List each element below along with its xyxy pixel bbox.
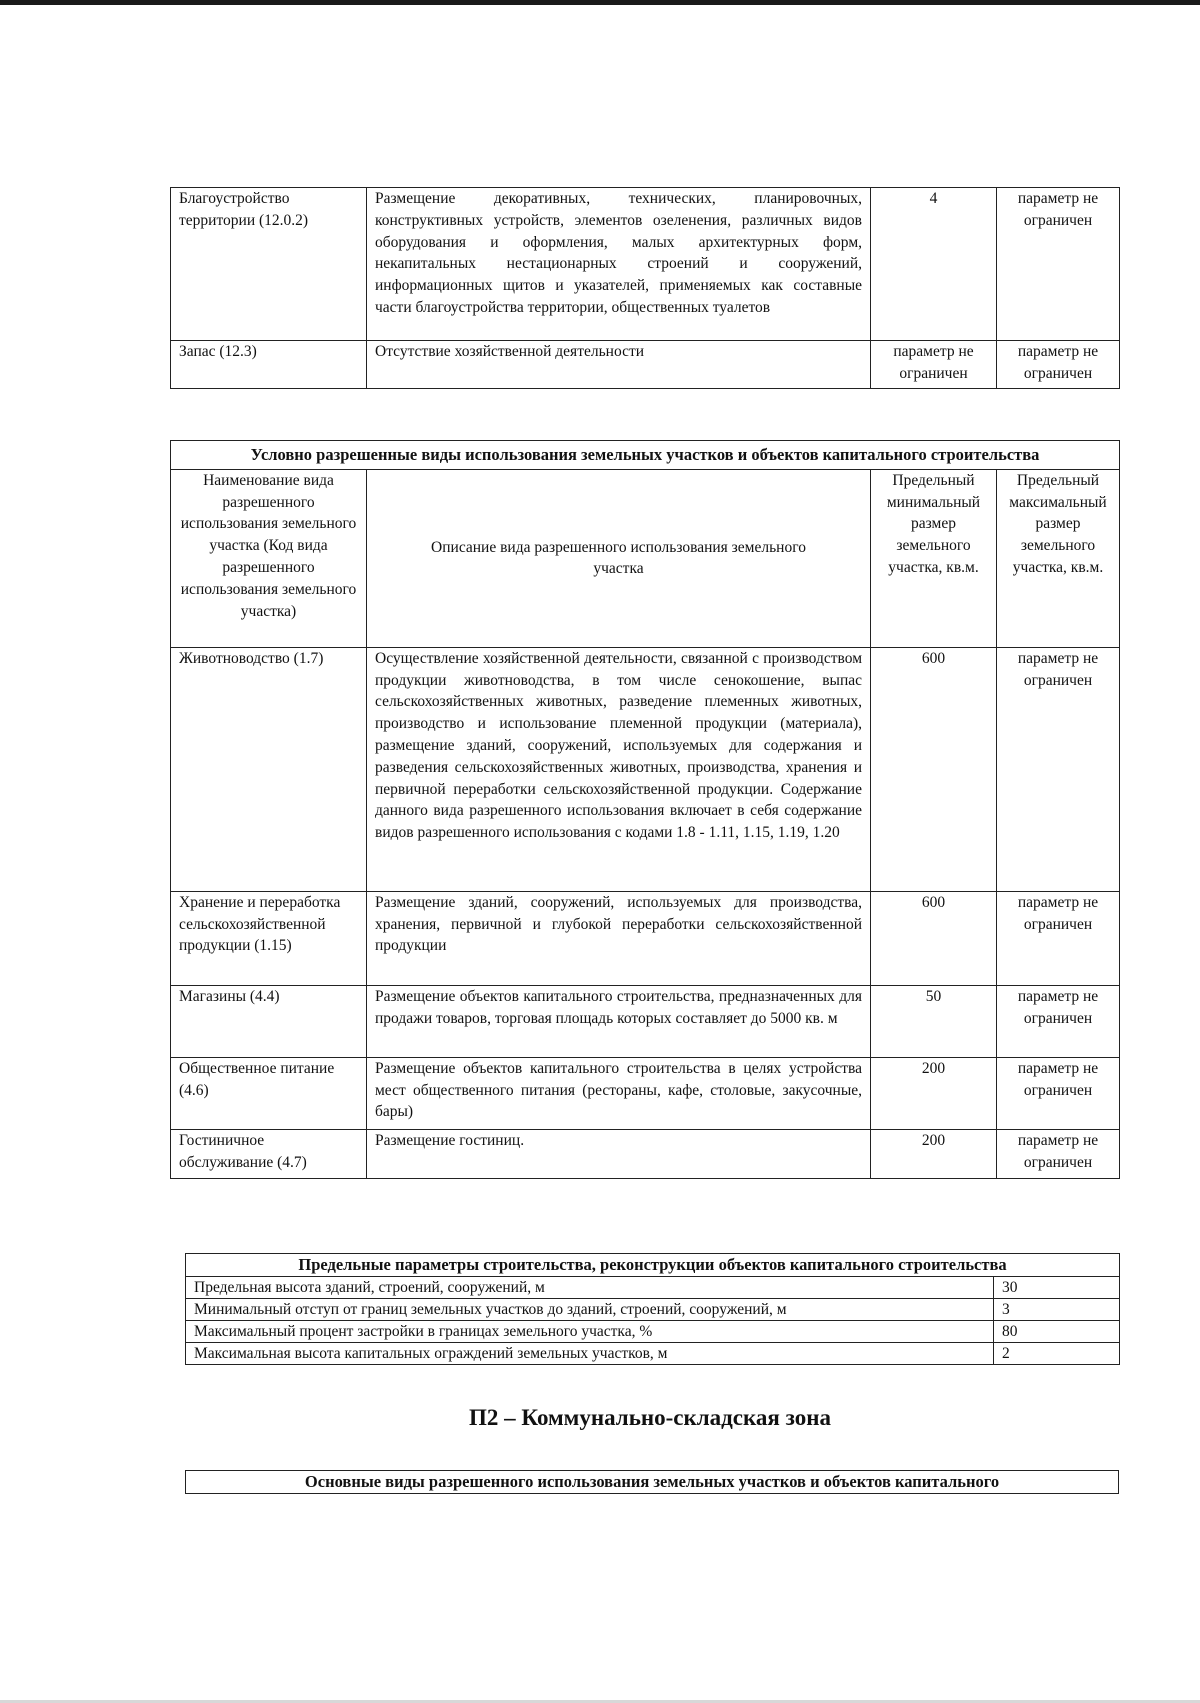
min-area: параметр не ограничен: [871, 341, 997, 389]
table-header-row: [171, 469, 1120, 647]
table-row: [171, 891, 1120, 985]
table-title: Условно разрешенные виды использования земельных участков и объектов капитального строительства: [171, 441, 1120, 470]
min-area: 4: [871, 188, 997, 341]
table-row: [171, 1129, 1120, 1178]
table-title: Предельные параметры строительства, реконструкции объектов капитального строительства: [186, 1254, 1120, 1277]
table-row: [186, 1343, 1120, 1365]
table-row: [186, 1321, 1120, 1343]
min-area: 600: [871, 891, 997, 985]
use-description: Размещение объектов капитального строительства, предназначенных для продажи товаров, торговая площадь которых составляет до 5000 кв. м: [367, 985, 871, 1057]
use-description: Размещение зданий, сооружений, используемых для производства, хранения, первичной и глубокой переработки сельскохозяйственной продукции: [367, 891, 871, 985]
max-area: параметр не ограничен: [997, 891, 1120, 985]
limit-value: 3: [994, 1299, 1120, 1321]
use-description: Осуществление хозяйственной деятельности, связанной с производством продукции животноводства, в том числе сенокошение, выпас сельскохозяйственных животных, разведение племенных животных, производство и использование племенной продукции (материала), размещение зданий, сооружений, используемых для содержания и разведения сельскохозяйственных животных, производства, хранения и первичной переработки сельскохозяйственной продукции. Содержание данного вида разрешенного использования включает в себя содержание видов разрешенного использования с кодами 1.8 - 1.11, 1.15, 1.19, 1.20: [367, 647, 871, 891]
table-row: [171, 188, 1120, 341]
table-row: [186, 1277, 1120, 1299]
max-area: параметр не ограничен: [997, 188, 1120, 341]
limit-label: Минимальный отступ от границ земельных участков до зданий, строений, сооружений, м: [186, 1299, 994, 1321]
use-name: Гостиничное обслуживание (4.7): [171, 1129, 367, 1178]
header-min-area: Предельный минимальный размер земельного участка, кв.м.: [871, 469, 997, 647]
limit-label: Максимальная высота капитальных ограждений земельных участков, м: [186, 1343, 994, 1365]
limit-value: 2: [994, 1343, 1120, 1365]
use-description: Размещение гостиниц.: [367, 1129, 871, 1178]
conditional-uses-table: [170, 440, 1120, 1179]
use-name: Общественное питание (4.6): [171, 1057, 367, 1129]
table-row: [171, 647, 1120, 891]
header-description: Описание вида разрешенного использования земельного участка: [367, 469, 871, 647]
min-area: 200: [871, 1129, 997, 1178]
limit-value: 80: [994, 1321, 1120, 1343]
table-title: Основные виды разрешенного использования земельных участков и объектов капитального: [186, 1471, 1119, 1494]
use-name: Магазины (4.4): [171, 985, 367, 1057]
limit-value: 30: [994, 1277, 1120, 1299]
construction-limits-table: [185, 1253, 1120, 1365]
table-title-row: [186, 1471, 1119, 1494]
min-area: 200: [871, 1057, 997, 1129]
table-row: [171, 341, 1120, 389]
max-area: параметр не ограничен: [997, 341, 1120, 389]
use-description: Размещение декоративных, технических, планировочных, конструктивных устройств, элементов озеленения, различных видов оборудования и оформления, малых архитектурных форм, некапитальных нестационарных строений и сооружений, информационных щитов и указателей, применяемых как составные части благоустройства территории, общественных туалетов: [367, 188, 871, 341]
use-description: Размещение объектов капитального строительства в целях устройства мест общественного питания (рестораны, кафе, столовые, закусочные, бары): [367, 1057, 871, 1129]
page-top-edge: [0, 0, 1200, 5]
use-description: Отсутствие хозяйственной деятельности: [367, 341, 871, 389]
max-area: параметр не ограничен: [997, 1129, 1120, 1178]
use-name: Хранение и переработка сельскохозяйственной продукции (1.15): [171, 891, 367, 985]
zone-heading: П2 – Коммунально-складская зона: [469, 1405, 831, 1430]
permitted-uses-table-tail: [170, 187, 1120, 389]
max-area: параметр не ограничен: [997, 985, 1120, 1057]
min-area: 50: [871, 985, 997, 1057]
max-area: параметр не ограничен: [997, 647, 1120, 891]
use-name: Животноводство (1.7): [171, 647, 367, 891]
table-title-row: [186, 1254, 1120, 1277]
header-max-area: Предельный максимальный размер земельного участка, кв.м.: [997, 469, 1120, 647]
use-name: Благоустройство территории (12.0.2): [171, 188, 367, 341]
header-name: Наименование вида разрешенного использования земельного участка (Код вида разрешенного использования земельного участка): [171, 469, 367, 647]
table-row: [186, 1299, 1120, 1321]
table-row: [171, 1057, 1120, 1129]
max-area: параметр не ограничен: [997, 1057, 1120, 1129]
main-uses-table-start: [185, 1470, 1119, 1494]
table-row: [171, 985, 1120, 1057]
min-area: 600: [871, 647, 997, 891]
limit-label: Предельная высота зданий, строений, сооружений, м: [186, 1277, 994, 1299]
use-name: Запас (12.3): [171, 341, 367, 389]
table-title-row: [171, 441, 1120, 470]
limit-label: Максимальный процент застройки в границах земельного участка, %: [186, 1321, 994, 1343]
